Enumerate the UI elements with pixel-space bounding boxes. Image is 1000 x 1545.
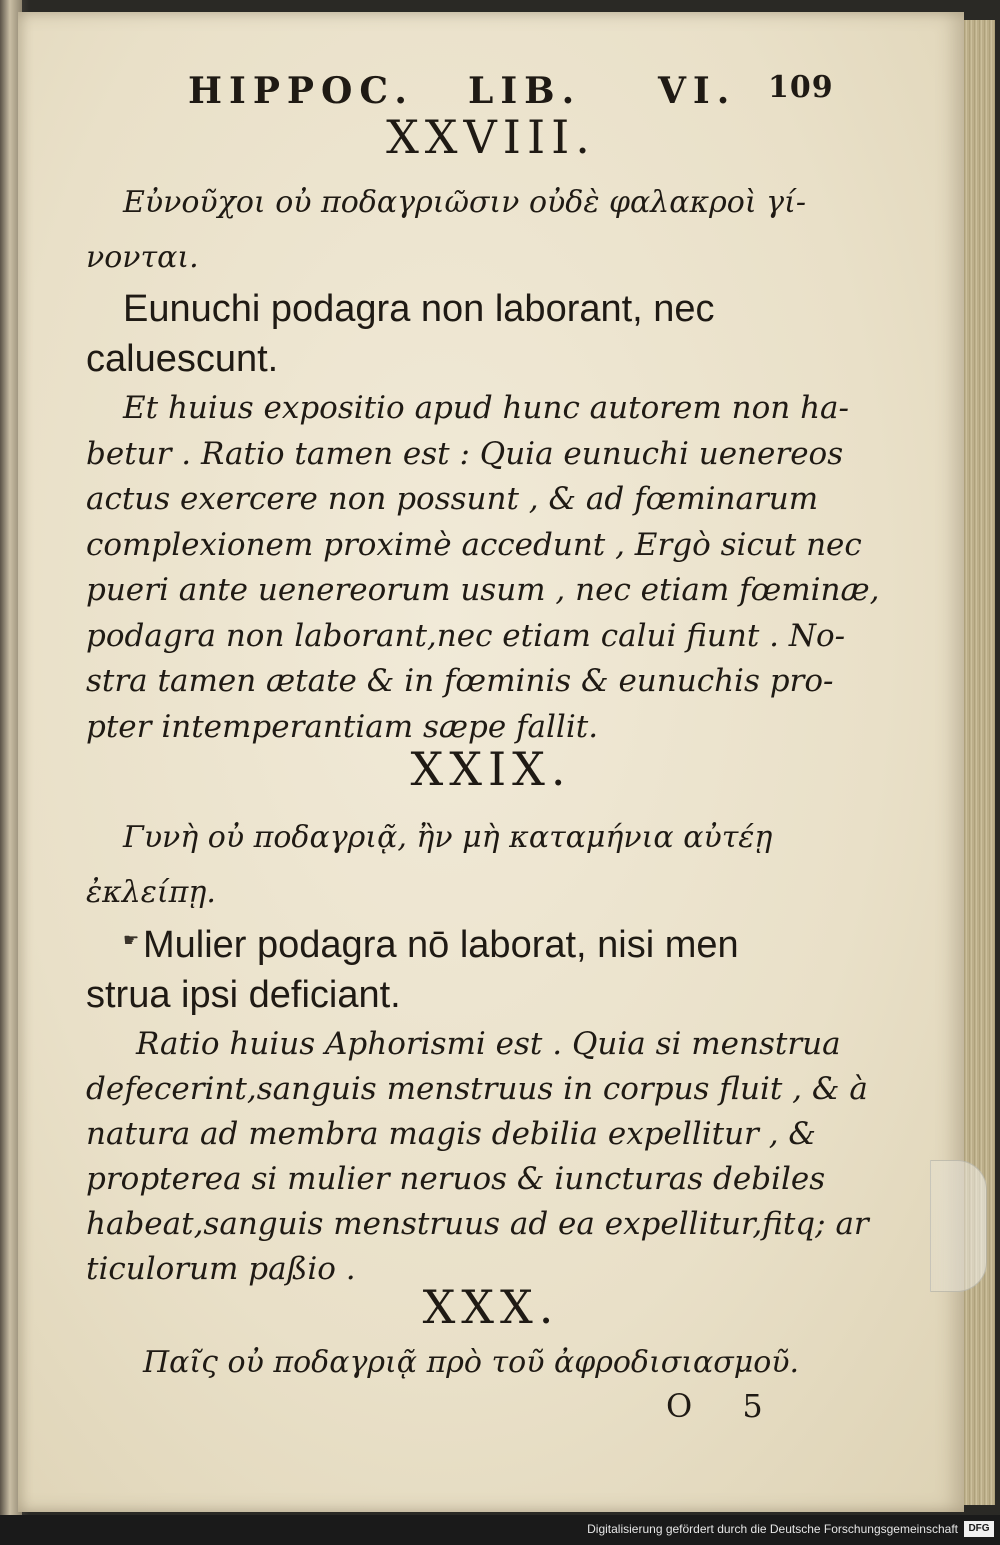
commentary-line: actus exercere non possunt , & ad fœminarum: [86, 481, 819, 517]
greek-line: Παῖς οὐ ποδαγριᾷ πρὸ τοῦ ἀφροδισιασμοῦ.: [143, 1345, 800, 1380]
aphorism-line: strua ipsi deficiant.: [86, 974, 401, 1016]
commentary-line: propterea si mulier neruos & iuncturas debiles: [86, 1161, 826, 1197]
aphorism-line: Eunuchi podagra non laborant, nec: [123, 288, 715, 330]
commentary-line: pter intemperantiam sæpe fallit.: [86, 709, 599, 745]
commentary-line: habeat,sanguis menstruus ad ea expellitur,fitq; ar: [86, 1206, 869, 1242]
signature-mark: O 5: [666, 1387, 783, 1425]
running-title-left: HIPPOC.: [188, 70, 414, 112]
greek-line: νονται.: [86, 240, 199, 275]
running-title-book: VI.: [658, 70, 737, 112]
commentary-line: stra tamen ætate & in fœminis & eunuchis pro-: [86, 663, 834, 699]
commentary-line: ticulorum paßio .: [86, 1251, 356, 1287]
commentary-line: betur . Ratio tamen est : Quia eunuchi uenereos: [86, 436, 844, 472]
running-title-mid: LIB.: [468, 70, 582, 112]
commentary-line: Et huius expositio apud hunc autorem non ha-: [123, 390, 850, 426]
aphorism-line: Mulier podagra nō laborat, nisi men: [143, 924, 739, 966]
aphorism-line: caluescunt.: [86, 338, 279, 380]
footer-credit: Digitalisierung gefördert durch die Deutsche Forschungsgemeinschaft: [587, 1522, 958, 1536]
dfg-logo: DFG: [964, 1521, 994, 1537]
commentary-line: defecerint,sanguis menstruus in corpus fluit , & à: [86, 1071, 868, 1107]
footer-bar: [0, 1515, 1000, 1545]
book-page: [18, 12, 964, 1512]
section-numeral-xxix: XXIX.: [410, 742, 572, 796]
section-numeral-xxx: XXX.: [422, 1280, 560, 1334]
page-clip: [930, 1160, 987, 1292]
commentary-line: pueri ante uenereorum usum , nec etiam fœminæ,: [86, 572, 880, 608]
greek-line: Εὐνοῦχοι οὐ ποδαγριῶσιν οὐδὲ φαλακροὶ γί-: [123, 185, 806, 220]
commentary-line: natura ad membra magis debilia expellitur , &: [86, 1116, 817, 1152]
commentary-line: Ratio huius Aphorismi est . Quia si menstrua: [136, 1026, 841, 1062]
commentary-line: podagra non laborant,nec etiam calui fiunt . No-: [86, 618, 846, 654]
pointing-hand-mark: ☛: [123, 930, 140, 951]
greek-line: ἐκλείπῃ.: [86, 875, 216, 910]
page-number: 109: [768, 70, 834, 105]
section-numeral-xxviii: XXVIII.: [386, 110, 596, 164]
commentary-line: complexionem proximè accedunt , Ergò sicut nec: [86, 527, 862, 563]
greek-line: Γυνὴ οὐ ποδαγριᾷ, ἢν μὴ καταμήνια αὐτέῃ: [123, 820, 773, 855]
